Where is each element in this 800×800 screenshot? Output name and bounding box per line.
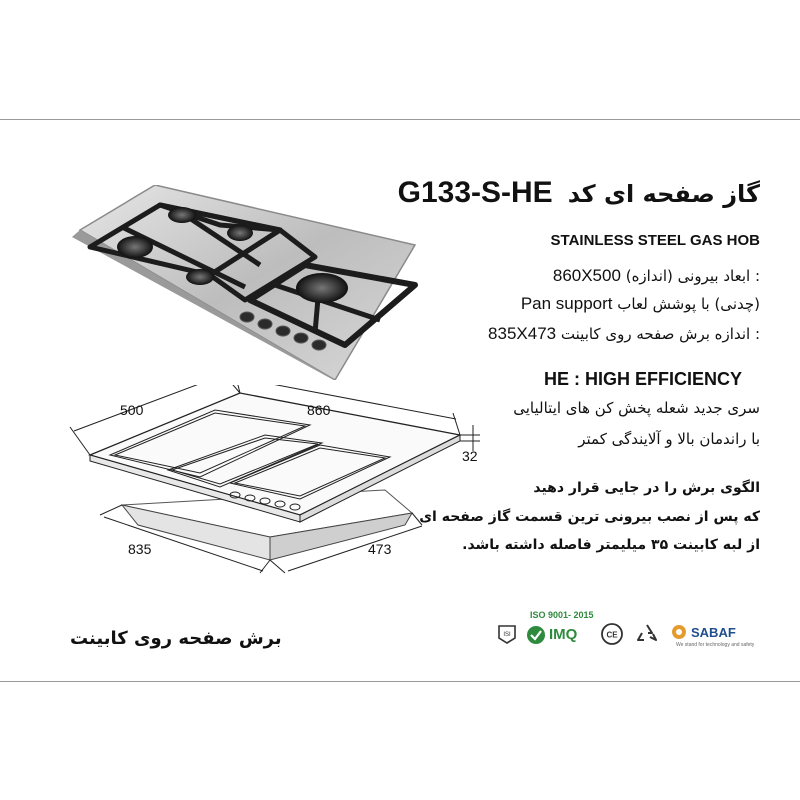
burner-icon <box>186 269 214 285</box>
hob-photo <box>60 185 420 380</box>
burner-icon <box>117 236 153 258</box>
sabaf-logo-icon <box>671 624 687 640</box>
dimension-cut-width: 835 <box>128 541 152 557</box>
spec-outer-dimensions: : ابعاد بیرونی (اندازه) 860X500 <box>552 266 760 285</box>
he-line: سری جدید شعله پخش کن های ایتالیایی <box>513 399 760 417</box>
model-code: G133-S-HE <box>397 176 553 209</box>
knob-icon <box>294 333 308 343</box>
svg-text:ISI: ISI <box>503 632 511 638</box>
ce-mark-icon <box>600 623 624 645</box>
iso-label: ISO 9001- 2015 <box>530 610 594 620</box>
knob-icon <box>240 312 254 322</box>
dimension-width: 860 <box>307 402 331 418</box>
burner-icon <box>296 273 348 303</box>
spec-cutout-dimensions: : اندازه برش صفحه روی کابینت 835X473 <box>488 324 760 343</box>
diagram-caption: برش صفحه روی کابینت <box>70 628 282 649</box>
he-line: با راندمان بالا و آلایندگی کمتر <box>578 430 760 448</box>
knob-icon <box>276 326 290 336</box>
imq-label: IMQ <box>549 626 578 643</box>
inso-mark-icon <box>495 622 519 646</box>
knob-icon <box>258 319 272 329</box>
product-subtitle: STAINLESS STEEL GAS HOB <box>550 232 760 249</box>
burner-icon <box>168 207 196 223</box>
sabaf-tagline: We stand for technology and safety <box>676 642 755 648</box>
certifications-bar <box>495 608 765 658</box>
svg-text:CE: CE <box>606 630 618 640</box>
sabaf-label: SABAF <box>691 625 736 640</box>
title <box>398 176 760 210</box>
knob-icon <box>312 340 326 350</box>
dimension-cut-depth: 473 <box>368 541 392 557</box>
recycle-icon <box>635 622 659 646</box>
dimension-depth: 500 <box>120 402 144 418</box>
he-heading: HE : HIGH EFFICIENCY <box>543 369 742 389</box>
dimension-height: 32 <box>462 448 478 464</box>
burner-icon <box>227 225 253 241</box>
install-line: الگوی برش را در جایی قرار دهید <box>533 480 760 496</box>
title-persian: گاز صفحه ای کد <box>567 180 760 208</box>
spec-pan-support: (چدنی) با پوشش لعاب Pan support <box>520 294 760 313</box>
install-line: که پس از نصب بیرونی ترین قسمت گاز صفحه ای <box>419 509 760 525</box>
install-line: از لبه کابینت ۳۵ میلیمتر فاصله داشته باشد. <box>462 537 760 553</box>
imq-mark-icon <box>525 624 547 646</box>
